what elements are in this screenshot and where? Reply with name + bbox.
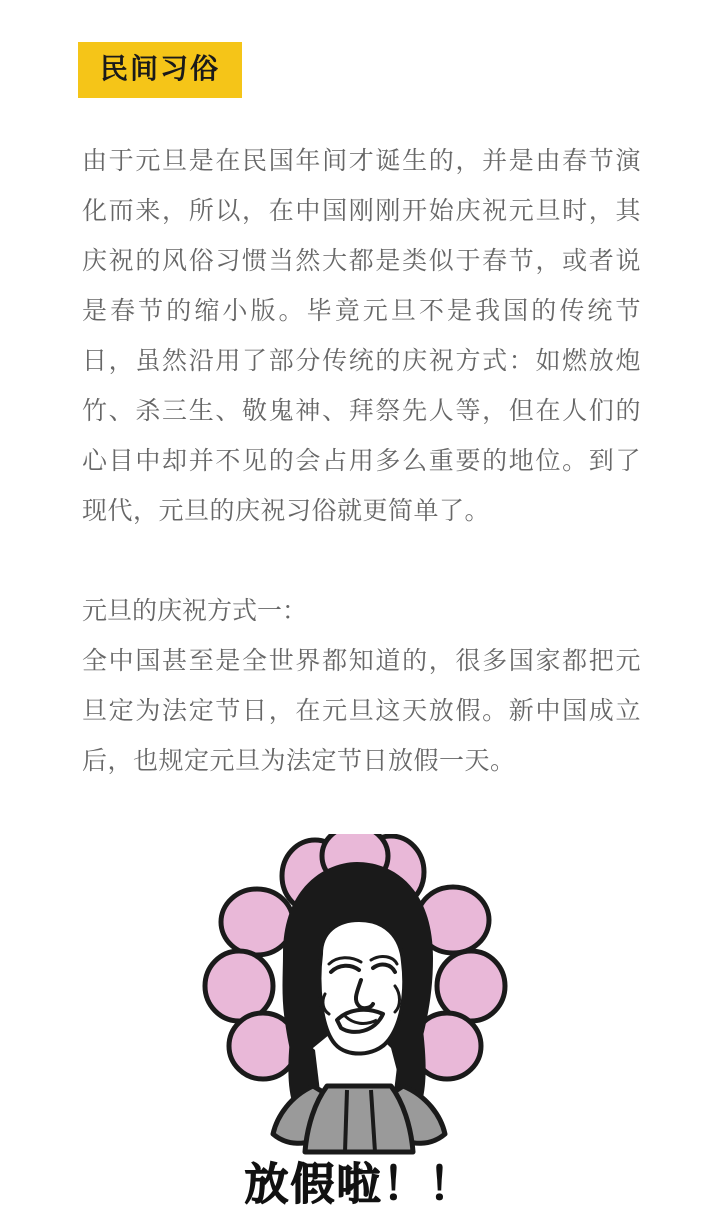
section-heading-container — [0, 0, 719, 98]
body-icon — [273, 1086, 445, 1152]
paragraph-2: 全中国甚至是全世界都知道的，很多国家都把元旦定为法定节日，在元旦这天放假。新中国成立后，也规定元旦为法定节日放假一天。 — [82, 647, 641, 775]
paragraph-spacer — [82, 536, 641, 586]
section-heading-badge: 民间习俗 — [78, 42, 242, 98]
paragraph-1: 由于元旦是在民国年间才诞生的，并是由春节演化而来，所以，在中国刚刚开始庆祝元旦时，其庆祝的风俗习惯当然大都是类似于春节，或者说是春节的缩小版。毕竟元旦不是我国的传统节日，虽然沿用了部分传统的庆祝方式：如燃放炮竹、杀三生、敬鬼神、拜祭先人等，但在人们的心目中却并不见的会占用多么重要的地位。到了现代，元旦的庆祝习俗就更简单了。 — [82, 147, 641, 525]
meme-illustration — [0, 834, 719, 1214]
article-body — [0, 136, 719, 786]
subheading-celebration-method: 元旦的庆祝方式一： — [82, 597, 308, 625]
face-icon — [319, 920, 404, 1054]
illustration-caption: 放假啦！！ — [244, 1160, 475, 1209]
meme-figure — [195, 834, 525, 1214]
